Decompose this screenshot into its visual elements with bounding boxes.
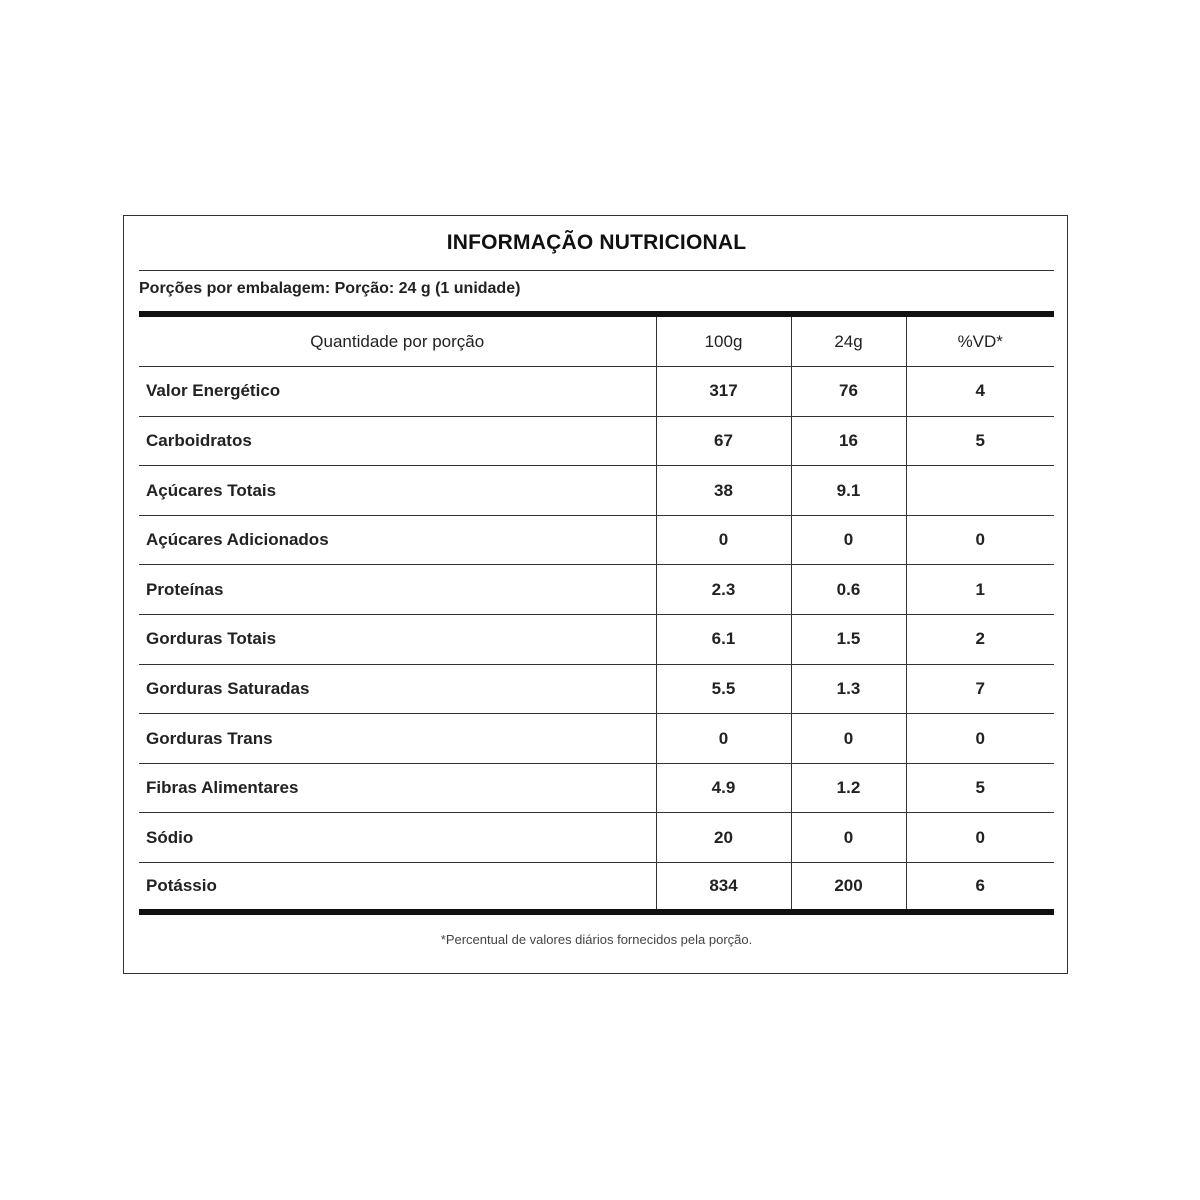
value-vd: 0 (906, 515, 1054, 565)
value-24g: 0 (791, 515, 906, 565)
value-100g: 834 (656, 863, 791, 913)
value-vd: 0 (906, 813, 1054, 863)
nutrient-name: Potássio (139, 863, 656, 913)
value-vd: 2 (906, 615, 1054, 665)
table-row (139, 466, 1054, 516)
table-row (139, 416, 1054, 466)
nutrient-name: Carboidratos (139, 416, 656, 466)
table-row (139, 515, 1054, 565)
value-24g: 200 (791, 863, 906, 913)
value-100g: 20 (656, 813, 791, 863)
table-row (139, 763, 1054, 813)
value-vd: 1 (906, 565, 1054, 615)
value-24g: 0 (791, 813, 906, 863)
value-24g: 1.3 (791, 664, 906, 714)
table-row (139, 565, 1054, 615)
value-vd: 7 (906, 664, 1054, 714)
portions-line: Porções por embalagem: Porção: 24 g (1 unidade) (139, 271, 1054, 317)
value-vd: 0 (906, 714, 1054, 764)
nutrient-name: Gorduras Saturadas (139, 664, 656, 714)
value-vd: 5 (906, 763, 1054, 813)
value-100g: 317 (656, 367, 791, 417)
value-100g: 67 (656, 416, 791, 466)
footnote: *Percentual de valores diários fornecidos pela porção. (440, 932, 753, 948)
header-100g: 100g (656, 317, 791, 367)
header-quantity: Quantidade por porção (139, 317, 656, 367)
value-24g: 0.6 (791, 565, 906, 615)
nutrient-name: Sódio (139, 813, 656, 863)
value-100g: 4.9 (656, 763, 791, 813)
header-vd: %VD* (906, 317, 1054, 367)
value-24g: 1.5 (791, 615, 906, 665)
value-100g: 2.3 (656, 565, 791, 615)
value-24g: 0 (791, 714, 906, 764)
table-row (139, 813, 1054, 863)
label-title: INFORMAÇÃO NUTRICIONAL (139, 216, 1054, 271)
table-header-row (139, 317, 1054, 367)
value-24g: 76 (791, 367, 906, 417)
value-100g: 6.1 (656, 615, 791, 665)
nutrient-name: Fibras Alimentares (139, 763, 656, 813)
value-24g: 9.1 (791, 466, 906, 516)
value-100g: 5.5 (656, 664, 791, 714)
nutrient-name: Gorduras Totais (139, 615, 656, 665)
table-row (139, 863, 1054, 913)
value-100g: 38 (656, 466, 791, 516)
value-100g: 0 (656, 714, 791, 764)
nutrition-label-content (139, 216, 1054, 947)
nutrient-name: Gorduras Trans (139, 714, 656, 764)
value-24g: 16 (791, 416, 906, 466)
value-vd: 6 (906, 863, 1054, 913)
header-24g: 24g (791, 317, 906, 367)
value-vd: 5 (906, 416, 1054, 466)
nutrient-name: Açúcares Totais (139, 466, 656, 516)
value-vd: 4 (906, 367, 1054, 417)
nutrient-name: Açúcares Adicionados (139, 515, 656, 565)
nutrient-name: Valor Energético (139, 367, 656, 417)
value-24g: 1.2 (791, 763, 906, 813)
table-row (139, 664, 1054, 714)
value-100g: 0 (656, 515, 791, 565)
nutrition-label (123, 215, 1068, 974)
value-vd (906, 466, 1054, 516)
table-row (139, 714, 1054, 764)
nutrition-table (139, 317, 1054, 915)
nutrient-name: Proteínas (139, 565, 656, 615)
table-row (139, 615, 1054, 665)
table-row (139, 367, 1054, 417)
